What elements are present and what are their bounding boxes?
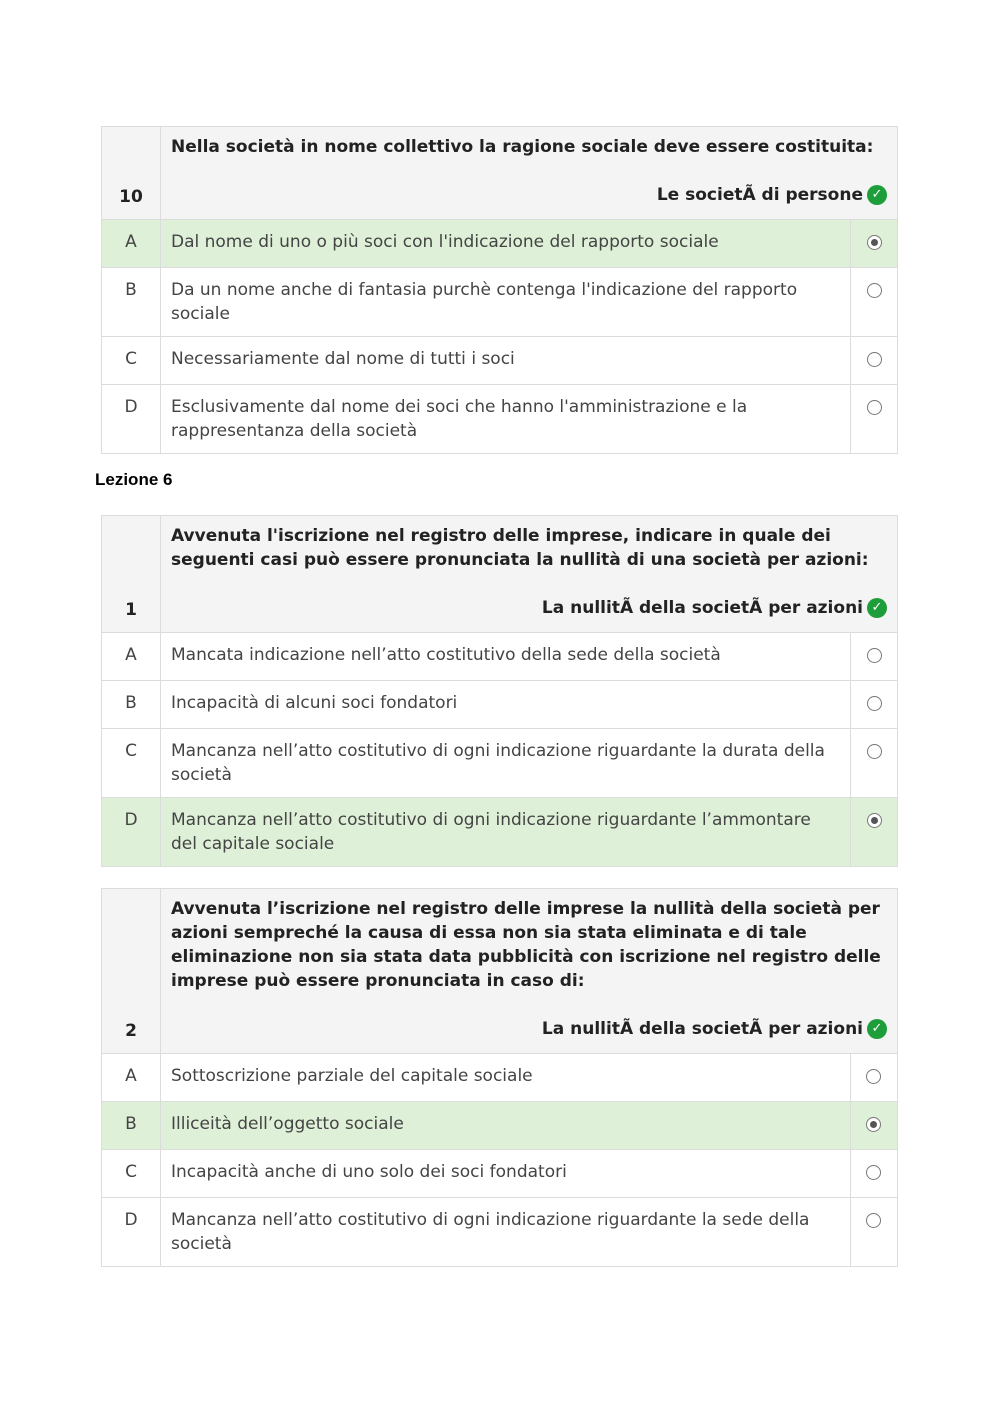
option-letter: D: [102, 1198, 161, 1267]
question-topic: [171, 1017, 887, 1041]
question-header: [102, 516, 898, 633]
topic-label: Le societÃ di persone: [656, 185, 863, 205]
option-text: Necessariamente dal nome di tutti i soci: [161, 337, 851, 385]
topic-label: La nullitÃ della societÃ per azioni: [541, 1019, 863, 1039]
option-letter: A: [102, 220, 161, 268]
option-letter: B: [102, 681, 161, 729]
option-text: Mancanza nell’atto costitutivo di ogni indicazione riguardante l’ammontare del capitale sociale: [161, 798, 851, 867]
question-text: Avvenuta l’iscrizione nel registro delle imprese la nullità della società per azioni sempreché la causa di essa non sia stata eliminata e di tale eliminazione non sia stata data pubblicità con iscrizione nel registro delle imprese può essere pronunciata in caso di:: [171, 899, 881, 991]
answer-option[interactable]: [102, 1198, 898, 1267]
answer-option[interactable]: [102, 385, 898, 454]
option-text: Esclusivamente dal nome dei soci che hanno l'amministrazione e la rappresentanza della società: [161, 385, 851, 454]
radio-button[interactable]: [867, 696, 882, 711]
option-text: Mancata indicazione nell’atto costitutivo della sede della società: [161, 633, 851, 681]
question-text: Avvenuta l'iscrizione nel registro delle imprese, indicare in quale dei seguenti casi può essere pronunciata la nullità di una società per azioni:: [171, 526, 869, 570]
option-letter: A: [102, 1054, 161, 1102]
option-text: Incapacità anche di uno solo dei soci fondatori: [161, 1150, 851, 1198]
question-header: [102, 889, 898, 1054]
option-letter: C: [102, 337, 161, 385]
answer-option[interactable]: [102, 798, 898, 867]
option-text: Incapacità di alcuni soci fondatori: [161, 681, 851, 729]
question-body: [161, 889, 898, 1054]
radio-button[interactable]: [866, 1165, 881, 1180]
answer-option[interactable]: [102, 337, 898, 385]
radio-button[interactable]: [867, 400, 882, 415]
option-text: Sottoscrizione parziale del capitale sociale: [161, 1054, 851, 1102]
answer-option[interactable]: [102, 268, 898, 337]
question-body: [161, 127, 898, 220]
option-letter: A: [102, 633, 161, 681]
radio-button[interactable]: [867, 235, 882, 250]
lesson-heading: Lezione 6: [95, 470, 173, 489]
option-text: Dal nome di uno o più soci con l'indicazione del rapporto sociale: [161, 220, 851, 268]
answer-option[interactable]: [102, 1054, 898, 1102]
check-circle-icon: ✓: [867, 1019, 887, 1039]
option-letter: B: [102, 1102, 161, 1150]
question-card: [101, 515, 898, 867]
question-body: [161, 516, 898, 633]
option-text: Mancanza nell’atto costitutivo di ogni indicazione riguardante la durata della società: [161, 729, 851, 798]
radio-button[interactable]: [866, 1213, 881, 1228]
question-number: 2: [102, 889, 161, 1054]
question-topic: [171, 183, 887, 207]
option-letter: C: [102, 729, 161, 798]
question-card: [101, 126, 898, 454]
radio-button[interactable]: [867, 744, 882, 759]
topic-label: La nullitÃ della societÃ per azioni: [541, 598, 863, 618]
radio-button[interactable]: [867, 648, 882, 663]
answer-option[interactable]: [102, 220, 898, 268]
radio-button[interactable]: [867, 352, 882, 367]
answer-option[interactable]: [102, 1102, 898, 1150]
question-topic: [171, 596, 887, 620]
answer-option[interactable]: [102, 729, 898, 798]
check-circle-icon: ✓: [867, 598, 887, 618]
question-card: [101, 888, 898, 1267]
question-number: 10: [102, 127, 161, 220]
question-number: 1: [102, 516, 161, 633]
question-header: [102, 127, 898, 220]
option-text: Illiceità dell’oggetto sociale: [161, 1102, 851, 1150]
radio-button[interactable]: [866, 1117, 881, 1132]
option-letter: D: [102, 385, 161, 454]
answer-option[interactable]: [102, 1150, 898, 1198]
option-text: Mancanza nell’atto costitutivo di ogni indicazione riguardante la sede della società: [161, 1198, 851, 1267]
radio-button[interactable]: [866, 1069, 881, 1084]
radio-button[interactable]: [867, 283, 882, 298]
option-text: Da un nome anche di fantasia purchè contenga l'indicazione del rapporto sociale: [161, 268, 851, 337]
answer-option[interactable]: [102, 633, 898, 681]
option-letter: C: [102, 1150, 161, 1198]
radio-button[interactable]: [867, 813, 882, 828]
answer-option[interactable]: [102, 681, 898, 729]
check-circle-icon: ✓: [867, 185, 887, 205]
option-letter: B: [102, 268, 161, 337]
question-text: Nella società in nome collettivo la ragione sociale deve essere costituita:: [171, 137, 874, 157]
option-letter: D: [102, 798, 161, 867]
